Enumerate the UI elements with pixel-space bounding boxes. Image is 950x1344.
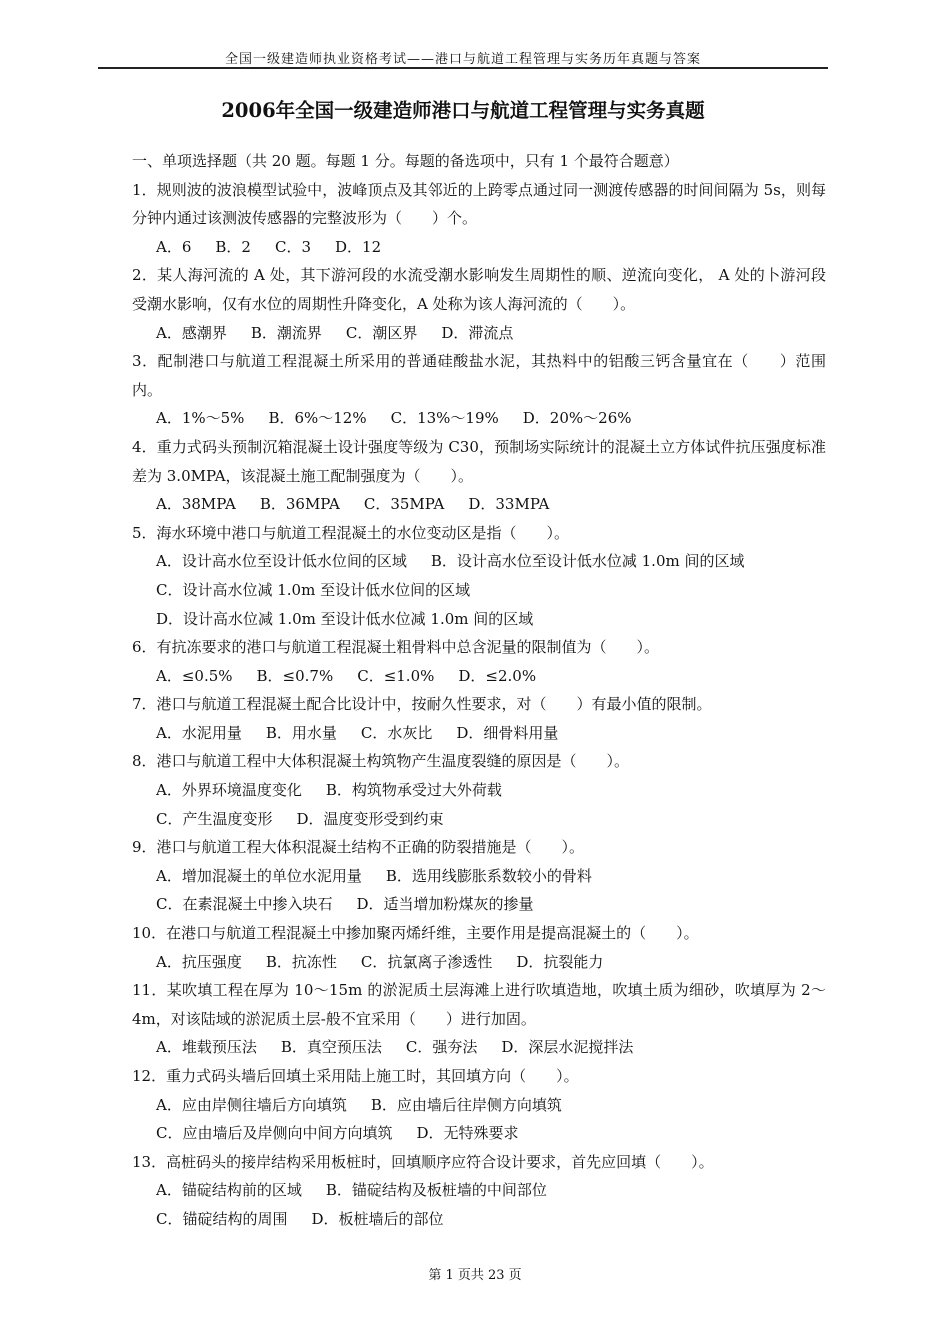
question-stem: 6．有抗冻要求的港口与航道工程混凝土粗骨料中总含泥量的限制值为（ ）。 — [132, 638, 660, 657]
question-item — [104, 633, 826, 690]
question-stem: 10．在港口与航道工程混凝土中掺加聚丙烯纤维，主要作用是提高混凝土的（ ）。 — [132, 924, 699, 943]
answer-option: D．细骨料用量 — [456, 723, 559, 742]
answer-option: A．6 — [156, 237, 192, 256]
document-body — [104, 147, 826, 1234]
answer-option: A．增加混凝土的单位水泥用量 — [156, 866, 362, 885]
question-item — [104, 347, 826, 433]
page-footer: 第 1 页共 23 页 — [428, 1268, 522, 1283]
question-item — [104, 176, 826, 262]
answer-option: A．堆载预压法 — [156, 1038, 257, 1057]
answer-option: D．板桩墙后的部位 — [311, 1209, 444, 1228]
answer-option: B．选用线膨胀系数较小的骨料 — [385, 866, 592, 885]
answer-option: B．2 — [215, 237, 251, 256]
answer-option: D．≤2.0% — [458, 666, 537, 685]
question-stem: 5．海水环境中港口与航道工程混凝土的水位变动区是指（ ）。 — [132, 523, 570, 542]
answer-option: C．强夯法 — [405, 1038, 478, 1057]
option-line — [104, 576, 826, 605]
answer-option: D．无特殊要求 — [416, 1124, 519, 1143]
option-line — [104, 719, 826, 748]
answer-option: B．设计高水位至设计低水位减 1.0m 间的区域 — [430, 552, 745, 571]
answer-option: A．水泥用量 — [156, 723, 242, 742]
question-stem: 7．港口与航道工程混凝土配合比设计中，按耐久性要求，对（ ）有最小值的限制。 — [132, 695, 712, 714]
answer-option: A．锚碇结构前的区域 — [156, 1181, 302, 1200]
question-stem: 3．配制港口与航道工程混凝土所采用的普通硅酸盐水泥，其热料中的铝酸三钙含量宜在（ ）范围内。 — [132, 352, 826, 399]
answer-option: B．锚碇结构及板桩墙的中间部位 — [325, 1181, 547, 1200]
answer-option: C．设计高水位减 1.0m 至设计低水位间的区域 — [156, 580, 471, 599]
answer-option: B．6%～12% — [268, 409, 367, 428]
question-list — [104, 176, 826, 1234]
question-item — [104, 976, 826, 1062]
answer-option: C．在素混凝土中掺入块石 — [156, 895, 333, 914]
question-item — [104, 519, 826, 633]
answer-option: A．≤0.5% — [156, 666, 233, 685]
section-heading: 一、单项选择题（共 20 题。每题 1 分。每题的备选项中，只有 1 个最符合题意） — [132, 152, 679, 170]
answer-option: A．1%～5% — [156, 409, 245, 428]
question-stem: 9．港口与航道工程大体积混凝土结构不正确的防裂措施是（ ）。 — [132, 838, 585, 857]
running-header: 全国一级建造师执业资格考试——港口与航道工程管理与实务历年真题与答案 — [224, 52, 701, 67]
option-line — [104, 776, 826, 805]
answer-option: D．温度变形受到约束 — [296, 809, 444, 828]
answer-option: B．36MPA — [259, 495, 340, 514]
answer-option: A．设计高水位至设计低水位间的区域 — [156, 552, 407, 571]
option-line — [104, 948, 826, 977]
answer-option: B．真空预压法 — [280, 1038, 382, 1057]
answer-option: D．深层水泥搅拌法 — [501, 1038, 634, 1057]
answer-option: C．13%～19% — [390, 409, 499, 428]
option-line — [104, 1176, 826, 1205]
answer-option: C．3 — [274, 237, 311, 256]
answer-option: C．抗氯离子渗透性 — [360, 952, 493, 971]
answer-option: D．适当增加粉煤灰的掺量 — [356, 895, 534, 914]
question-item — [104, 433, 826, 519]
page-title: 2006年全国一级建造师港口与航道工程管理与实务真题 — [221, 99, 705, 122]
option-line — [104, 404, 826, 433]
answer-option: C．35MPA — [363, 495, 445, 514]
answer-option: C．≤1.0% — [357, 666, 435, 685]
option-line — [104, 890, 826, 919]
option-line — [104, 1091, 826, 1120]
question-item — [104, 690, 826, 747]
option-line — [104, 862, 826, 891]
answer-option: A．抗压强度 — [156, 952, 242, 971]
answer-option: D．33MPA — [468, 495, 550, 514]
option-line — [104, 1119, 826, 1148]
question-stem: 8．港口与航道工程中大体积混凝土构筑物产生温度裂缝的原因是（ ）。 — [132, 752, 630, 771]
question-item — [104, 747, 826, 833]
option-line — [104, 805, 826, 834]
question-stem: 11．某吹填工程在厚为 10～15m 的淤泥质土层海滩上进行吹填造地，吹填土质为细砂，吹填厚为 2～4m，对该陆域的淤泥质土层-般不宜采用（ ）进行加固。 — [132, 981, 826, 1028]
question-item — [104, 261, 826, 347]
answer-option: A．外界环境温度变化 — [156, 781, 302, 800]
answer-option: A．应由岸侧往墙后方向填筑 — [156, 1095, 347, 1114]
answer-option: B．构筑物承受过大外荷载 — [325, 781, 502, 800]
answer-option: C．锚碇结构的周围 — [156, 1209, 288, 1228]
question-stem: 13．高桩码头的接岸结构采用板桩时，回填顺序应符合设计要求，首先应回填（ ）。 — [132, 1152, 714, 1171]
question-stem: 1．规则波的波浪模型试验中，波峰顶点及其邻近的上跨零点通过同一测渡传感器的时间间隔为 5s，则每分钟内通过该测波传感器的完整波形为（ ）个。 — [132, 180, 826, 228]
answer-option: D．抗裂能力 — [516, 952, 604, 971]
answer-option: B．抗冻性 — [265, 952, 337, 971]
answer-option: A．38MPA — [156, 495, 236, 514]
answer-option: B．用水量 — [265, 723, 337, 742]
option-line — [104, 605, 826, 634]
answer-option: D．滞流点 — [441, 323, 514, 342]
question-item — [104, 1062, 826, 1148]
answer-option: B．潮流界 — [250, 323, 322, 342]
question-stem: 2．某人海河流的 A 处，其下游河段的水流受潮水影响发生周期性的顺、逆流向变化， A 处的卜游河段受潮水影响，仅有水位的周期性升降变化，A 处称为该人海河流的（ ）。 — [132, 266, 826, 313]
option-line — [104, 319, 826, 348]
option-line — [104, 1205, 826, 1234]
answer-option: B．应由墙后往岸侧方向填筑 — [370, 1095, 562, 1114]
header-rule — [98, 67, 828, 69]
question-item — [104, 833, 826, 919]
answer-option: C．潮区界 — [345, 323, 418, 342]
answer-option: D．设计高水位减 1.0m 至设计低水位减 1.0m 间的区域 — [156, 609, 534, 628]
question-stem: 12．重力式码头墙后回填土采用陆上施工时，其回填方向（ ）。 — [132, 1067, 579, 1085]
answer-option: C．水灰比 — [360, 723, 433, 742]
answer-option: C．应由墙后及岸侧向中间方向填筑 — [156, 1124, 393, 1143]
option-line — [104, 547, 826, 576]
question-stem: 4．重力式码头预制沉箱混凝土设计强度等级为 C30，预制场实际统计的混凝土立方体试件抗压强度标准差为 3.0MPA，该混凝土施工配制强度为（ ）。 — [132, 437, 826, 485]
answer-option: C．产生温度变形 — [156, 809, 273, 828]
option-line — [104, 662, 826, 691]
option-line — [104, 1033, 826, 1062]
answer-option: D．20%～26% — [522, 409, 632, 428]
option-line — [104, 233, 826, 262]
answer-option: D．12 — [335, 237, 382, 256]
answer-option: A．感潮界 — [156, 323, 227, 342]
option-line — [104, 490, 826, 519]
question-item — [104, 1148, 826, 1234]
question-item — [104, 919, 826, 976]
answer-option: B．≤0.7% — [256, 666, 334, 685]
